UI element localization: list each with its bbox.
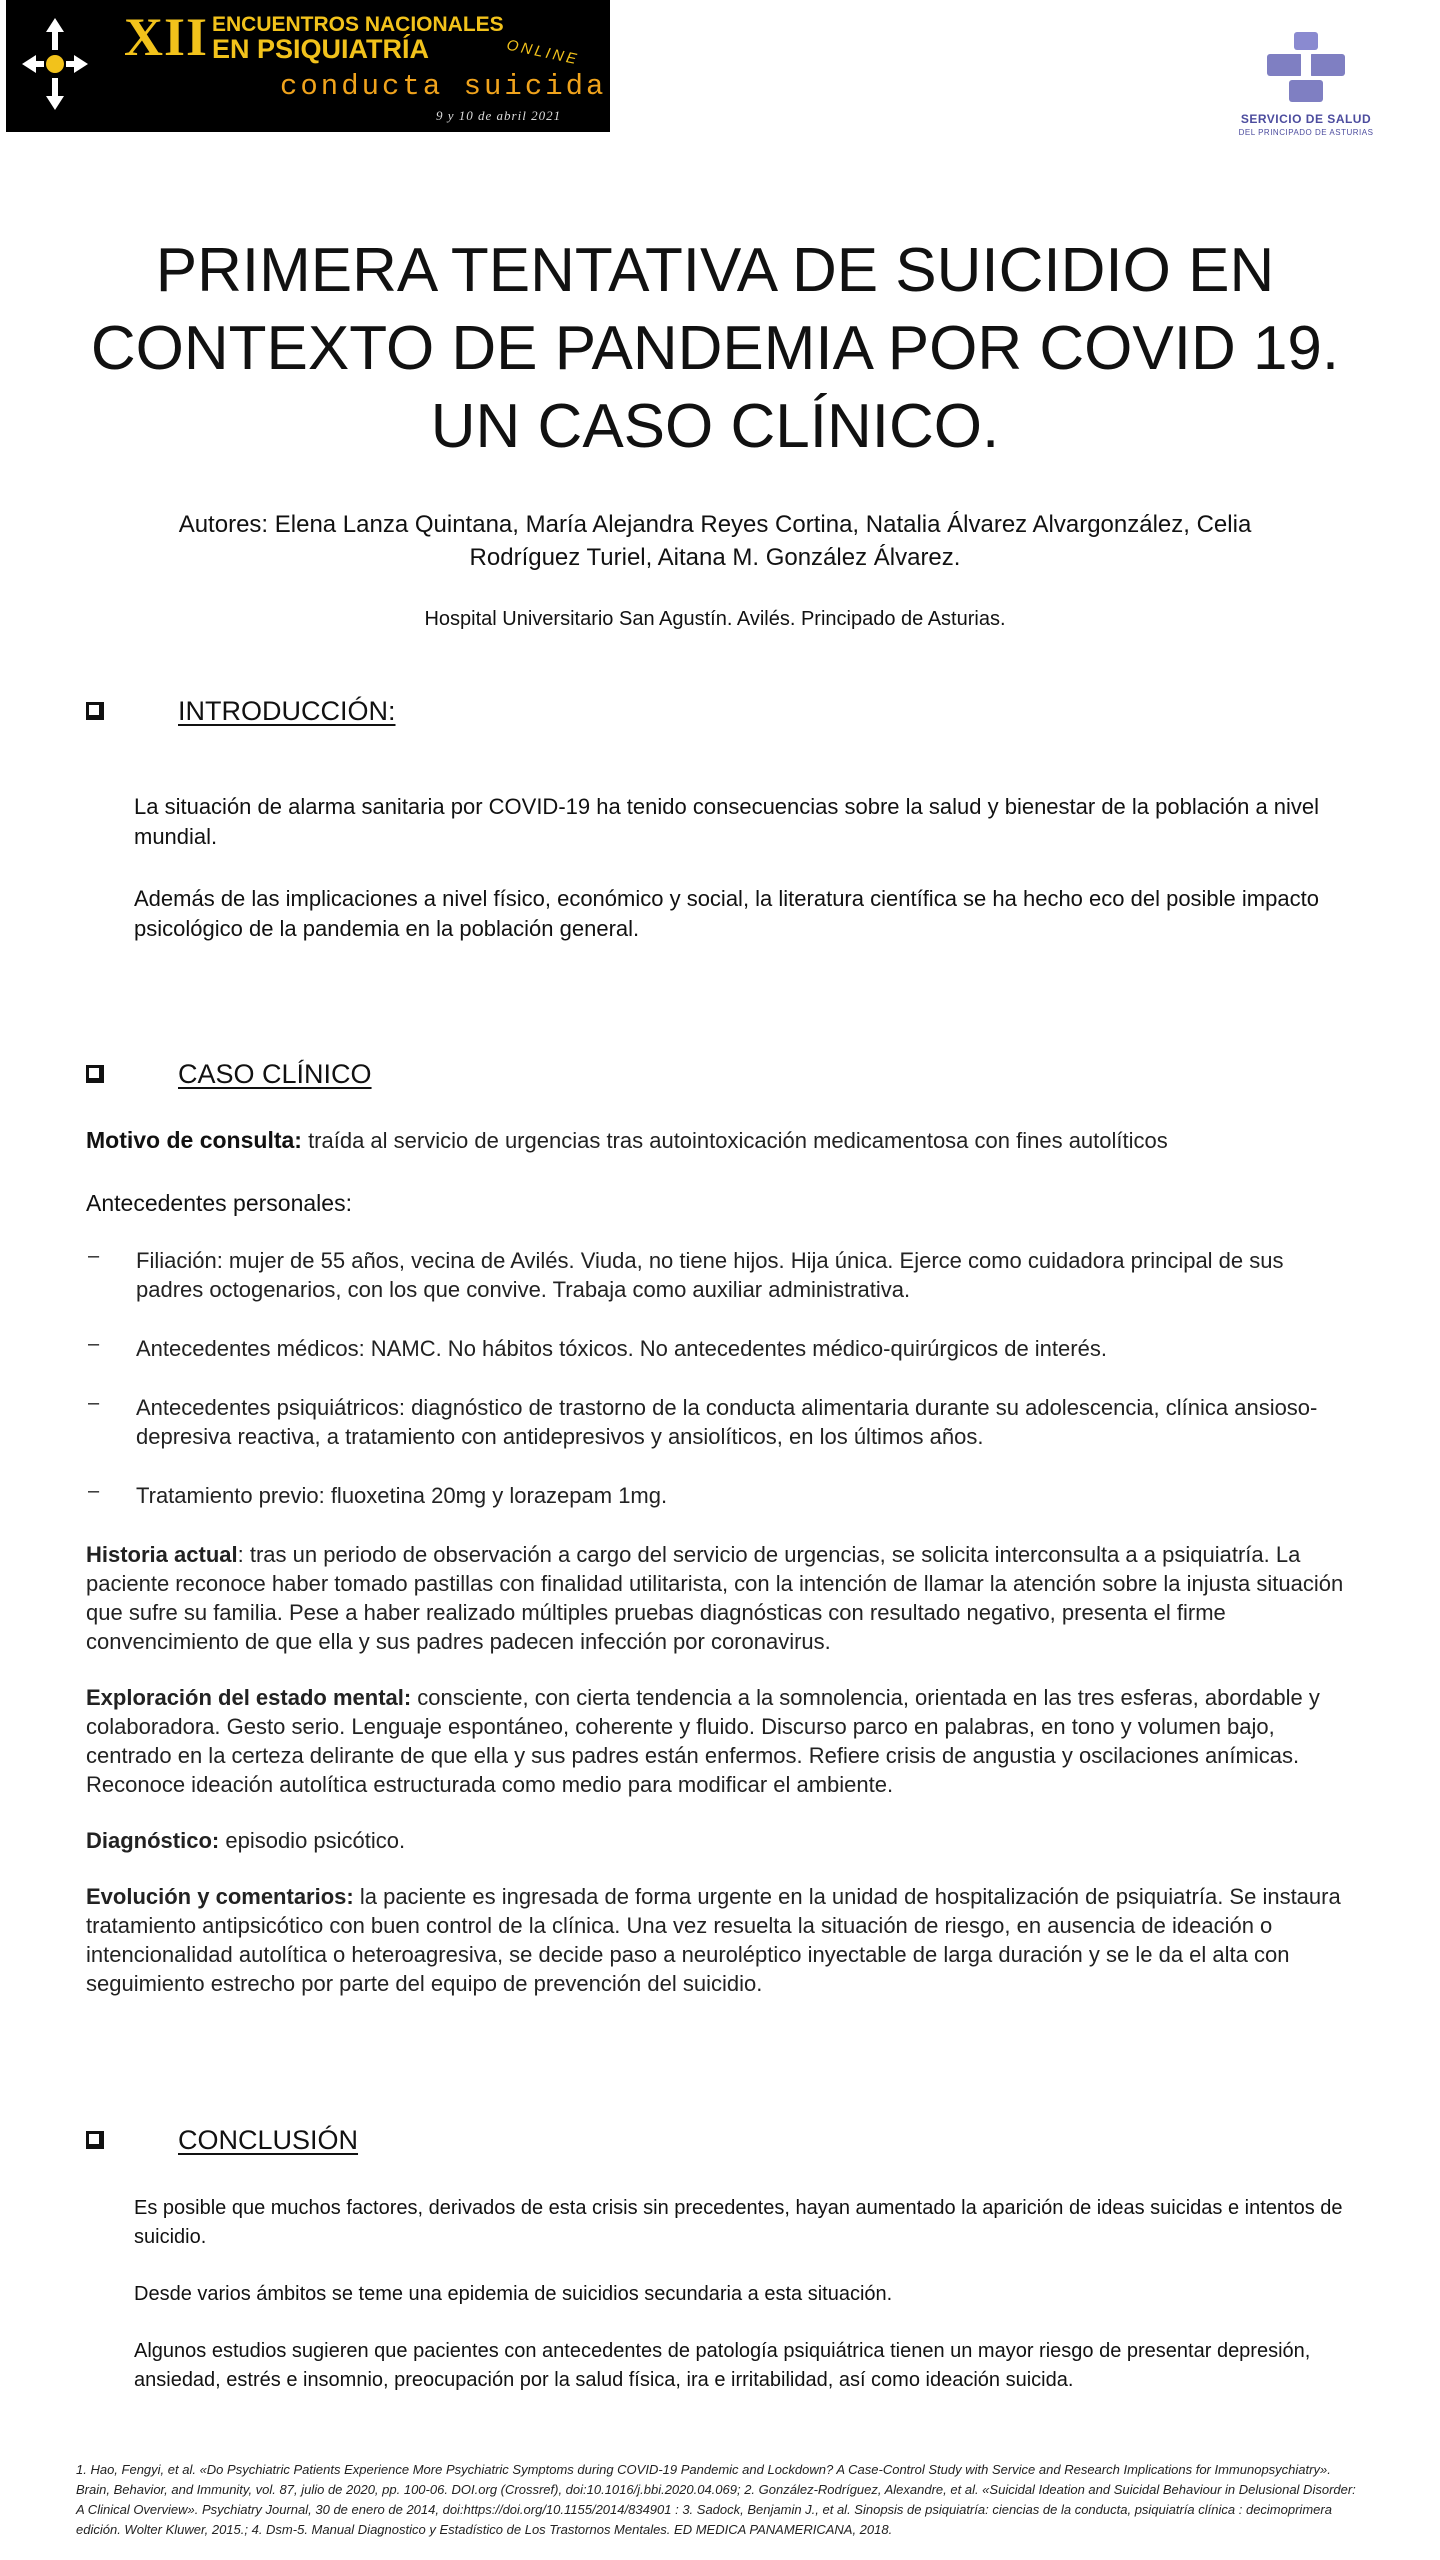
list-item: – Antecedentes psiquiátricos: diagnóstico de trastorno de la conducta alimentaria durante su adolescencia, clínica ansioso-depresiva reactiva, a tratamiento con antidepresivos y ansiolíticos, en los últimos años. [88,1392,1318,1449]
conclusion-paragraph-2: Desde varios ámbitos se teme una epidemia de suicidios secundaria a esta situación. [134,2283,893,2305]
motivo-text: traída al servicio de urgencias tras autointoxicación medicamentosa con fines autolíticos [301,1128,1168,1153]
diagnostico-text: episodio psicótico. [219,1828,406,1853]
compass-arrows-icon [20,14,90,114]
list-item-text: Antecedentes médicos: NAMC. No hábitos tóxicos. No antecedentes médico-quirúrgicos de interés. [136,1336,1107,1361]
authors-line-2: Rodríguez Turiel, Aitana M. González Álvarez. [469,544,961,571]
health-cross-icon [1267,32,1345,104]
checkbox-bullet-icon [86,1065,104,1083]
antecedentes-label: Antecedentes personales: [86,1190,352,1216]
exploracion-text: consciente, con cierta tendencia a la somnolencia, orientada en las tres esferas, abordable y colaboradora. Gesto serio. Lenguaje espontáneo, coherente y fluido. Discurso parco en palabras, en tono y volumen bajo, centrado en la certeza delirante de que ella y sus padres están enfermos. Refiere crisis de angustia y oscilaciones anímicas. Reconoce ideación autolítica estructurada como medio para modificar el ambiente. [86,1685,1320,1797]
congress-banner-logo [6,0,610,132]
list-item: – Antecedentes médicos: NAMC. No hábitos tóxicos. No antecedentes médico-quirúrgicos de interés. [88,1333,1107,1361]
section-title: INTRODUCCIÓN: [178,696,396,726]
section-title: CASO CLÍNICO [178,1059,372,1089]
conclusion-paragraph-1: Es posible que muchos factores, derivados de esta crisis sin precedentes, hayan aumentado la aparición de ideas suicidas e intentos de suicidio. [134,2197,1343,2248]
banner-line2: EN PSIQUIATRÍA [212,34,430,64]
list-item-text: Antecedentes psiquiátricos: diagnóstico de trastorno de la conducta alimentaria durante su adolescencia, clínica ansioso-depresiva reactiva, a tratamiento con antidepresivos y ansiolíticos, en los últimos años. [136,1395,1318,1449]
banner-line1: ENCUENTROS NACIONALES [212,13,504,36]
references: 1. Hao, Fengyi, et al. «Do Psychiatric Patients Experience More Psychiatric Symptoms during COVID-19 Pandemic and Lockdown? A Case-Control Study with Service and Research Implications for Immunopsychiatry». Brain, Behavior, and Immunity, vol. 87, julio de 2020, pp. 100-06. DOI.org (Crossref), doi:10.1016/j.bbi.2020.04.069; 2. González-Rodríguez, Alexandre, et al. «Suicidal Ideation and Suicidal Behaviour in Delusional Disorder: A Clinical Overview». Psychiatry Journal, 30 de enero de 2014, doi:https://doi.org/10.1155/2014/834901 : 3. Sadock, Benjamin J., et al. Sinopsis de psiquiatría: ciencias de la conducta, psiquiatría clínica : decimoprimera edición. Wolter Kluwer, 2015.; 4. Dsm-5. Manual Diagnostico y Estadístico de Los Trastornos Mentales. ED MEDICA PANAMERICANA, 2018. [76,2462,1356,2537]
historia-actual [86,1540,1356,1656]
poster-title [60,232,1370,466]
list-item-text: Filiación: mujer de 55 años, vecina de Avilés. Viuda, no tiene hijos. Hija única. Ejerce como cuidadora principal de sus padres octogenarios, con los que convive. Trabaja como auxiliar administrativa. [136,1248,1284,1302]
title-line-1: PRIMERA TENTATIVA DE SUICIDIO EN [155,236,1275,305]
historia-label: Historia actual [86,1542,238,1567]
checkbox-bullet-icon [86,2131,104,2149]
sespa-name: SERVICIO DE SALUD [1240,112,1372,126]
list-item-text: Tratamiento previo: fluoxetina 20mg y lorazepam 1mg. [136,1483,668,1508]
banner-numeral: XII [124,7,209,67]
historia-text: : tras un periodo de observación a cargo del servicio de urgencias, se solicita interconsulta a a psiquiatría. La paciente reconoce haber tomado pastillas con finalidad utilitarista, con la intención de llamar la atención sobre la injusta situación que sufre su familia. Pese a haber realizado múltiples pruebas diagnósticas con resultado negativo, presenta el firme convencimiento de que ella y sus padres padecen infección por coronavirus. [86,1542,1344,1654]
banner-online: ONLINE [505,36,581,69]
evolucion-text: la paciente es ingresada de forma urgente en la unidad de hospitalización de psiquiatría. Se instaura tratamiento antipsicótico con buen control de la clínica. Una vez resuelta la situación de riesgo, en ausencia de ideación o intencionalidad autolítica o heteroagresiva, se decide paso a neuroléptico inyectable de larga duración y se le da el alta con seguimiento estrecho por parte del equipo de prevención del suicidio. [86,1884,1341,1996]
diagnostico-label: Diagnóstico: [86,1828,220,1853]
section-title: CONCLUSIÓN [178,2125,359,2155]
evolucion-label: Evolución y comentarios: [86,1884,354,1909]
authors-line-1: Autores: Elena Lanza Quintana, María Alejandra Reyes Cortina, Natalia Álvarez Alvargonzález, Celia [178,511,1252,538]
banner-dates: 9 y 10 de abril 2021 [436,108,562,123]
exploracion-label: Exploración del estado mental: [86,1685,412,1710]
banner-topic: conducta suicida [280,70,607,103]
intro-paragraph-2: Además de las implicaciones a nivel físico, económico y social, la literatura científica se ha hecho eco del posible impacto psicológico de la pandemia en la población general. [134,886,1319,941]
exploracion-mental [86,1683,1356,1799]
motivo-consulta [86,1125,1168,1156]
intro-paragraph-1: La situación de alarma sanitaria por COVID-19 ha tenido consecuencias sobre la salud y bienestar de la población a nivel mundial. [134,794,1320,849]
list-item: – Filiación: mujer de 55 años, vecina de Avilés. Viuda, no tiene hijos. Hija única. Ejerce como cuidadora principal de sus padres octogenarios, con los que convive. Trabaja como auxiliar administrativa. [88,1245,1284,1302]
conclusion-body [134,2194,1349,2423]
introduccion-body [134,792,1334,976]
list-item: – Tratamiento previo: fluoxetina 20mg y lorazepam 1mg. [88,1480,668,1508]
hospital-affiliation: Hospital Universitario San Agustín. Avilés. Principado de Asturias. [424,608,1006,630]
evolucion [86,1882,1356,1998]
conclusion-paragraph-3: Algunos estudios sugieren que pacientes con antecedentes de patología psiquiátrica tienen un mayor riesgo de presentar depresión, ansiedad, estrés e insomnio, preocupación por la salud física, ira e irritabilidad, así como ideación suicida. [134,2340,1311,2391]
antecedentes-list [86,1246,1356,1540]
title-line-2: CONTEXTO DE PANDEMIA POR COVID 19. [90,314,1340,383]
title-line-3: UN CASO CLÍNICO. [430,392,1000,461]
authors [100,508,1330,574]
caso-body [86,1540,1356,2025]
sespa-subtitle: DEL PRINCIPADO DE ASTURIAS [1238,128,1374,137]
motivo-label: Motivo de consulta: [86,1127,302,1153]
checkbox-bullet-icon [86,702,104,720]
diagnostico [86,1826,1356,1855]
sespa-logo [1226,32,1386,152]
